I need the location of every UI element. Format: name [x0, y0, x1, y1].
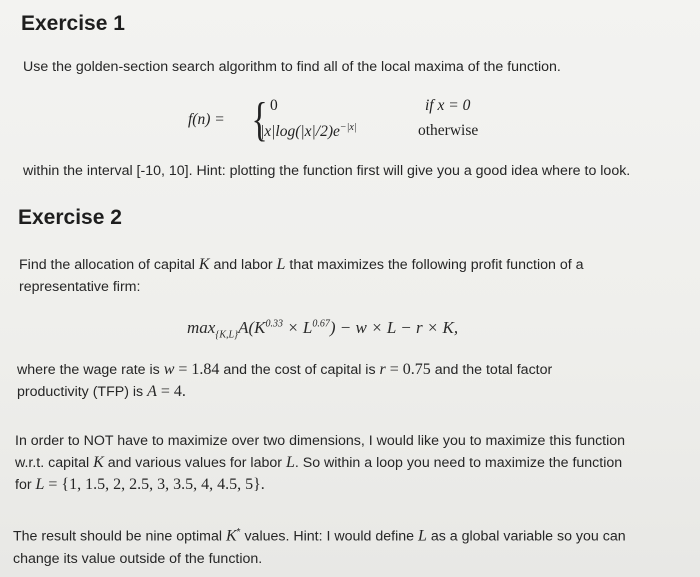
- exercise2-loop: [15, 430, 700, 496]
- loop-var-L: L: [285, 454, 295, 471]
- case1-condition: if x = 0: [425, 97, 471, 114]
- intro-var-L: L: [276, 256, 286, 273]
- case2-condition: otherwise: [418, 122, 479, 139]
- result-star: *: [236, 527, 241, 538]
- case1-expression: 0: [270, 97, 278, 114]
- exercise1-interval: within the interval [-10, 10]. Hint: plotting the function first will give you a good idea where to look.: [23, 163, 631, 179]
- intro-text-b: and labor: [209, 257, 277, 273]
- intro-text-c: that maximizes the following profit function of a: [285, 257, 584, 273]
- formula-times1: × L: [282, 318, 313, 337]
- result-text-a: The result should be nine optimal: [13, 528, 226, 545]
- result-line2: change its value outside of the function.: [13, 550, 263, 567]
- result-var-K: K: [225, 527, 237, 545]
- tfp-text: productivity (TFP) is: [17, 384, 148, 400]
- formula-exp2: 0.67: [312, 318, 330, 330]
- capital-cost-value: = 0.75: [385, 361, 431, 378]
- wage-value: = 1.84: [174, 361, 220, 378]
- case2-expression: [260, 122, 357, 141]
- exercise2-intro: [19, 254, 689, 298]
- loop-for: for: [15, 477, 36, 493]
- piecewise-function: [188, 93, 508, 150]
- result-text-b: values. Hint: I would define: [240, 528, 418, 545]
- exercise2-title: Exercise 2: [18, 206, 122, 229]
- loop-text-a: w.r.t. capital: [15, 455, 94, 471]
- tfp-var-A: A: [147, 383, 157, 400]
- exercise2-wage: [17, 359, 697, 403]
- loop-var-L2: L: [35, 476, 45, 493]
- formula-rest: ) − w × L − r × K,: [329, 318, 459, 337]
- formula-exp1: 0.33: [265, 318, 283, 330]
- loop-line1: In order to NOT have to maximize over two dimensions, I would like you to maximize this function: [15, 433, 626, 449]
- wage-text-c: and the total factor: [430, 362, 553, 378]
- intro-text-a: Find the allocation of capital: [19, 257, 199, 273]
- function-lhs: f(n) =: [188, 111, 225, 128]
- exercise1-title: Exercise 1: [21, 12, 125, 35]
- profit-formula: [187, 318, 458, 340]
- case2-base: |x|log(|x|/2)e: [260, 123, 340, 141]
- brace-glyph: {: [251, 93, 268, 146]
- wage-text-b: and the cost of capital is: [219, 362, 380, 378]
- formula-sub: {K,L}: [215, 329, 239, 341]
- formula-max: max: [187, 318, 216, 337]
- loop-text-b: and various values for labor: [103, 455, 286, 471]
- case2-exponent: −|x|: [339, 122, 357, 133]
- result-text-c: as a global variable so you can: [426, 528, 626, 545]
- wage-text-a: where the wage rate is: [17, 362, 164, 378]
- intro-line2: representative firm:: [19, 279, 141, 295]
- wage-var-r: r: [379, 361, 386, 378]
- exercise2-result: [13, 522, 698, 570]
- loop-var-K: K: [93, 454, 104, 471]
- result-var-L: L: [417, 527, 427, 545]
- intro-var-K: K: [198, 256, 210, 273]
- formula-A: A(K: [238, 318, 266, 337]
- wage-var-w: w: [163, 361, 175, 378]
- loop-text-c: . So within a loop you need to maximize the function: [294, 455, 623, 471]
- tfp-value: = 4.: [156, 383, 186, 400]
- exercise1-instruction: Use the golden-section search algorithm to find all of the local maxima of the function.: [23, 59, 561, 75]
- labor-values-set: = {1, 1.5, 2, 2.5, 3, 3.5, 4, 4.5, 5}.: [44, 476, 265, 493]
